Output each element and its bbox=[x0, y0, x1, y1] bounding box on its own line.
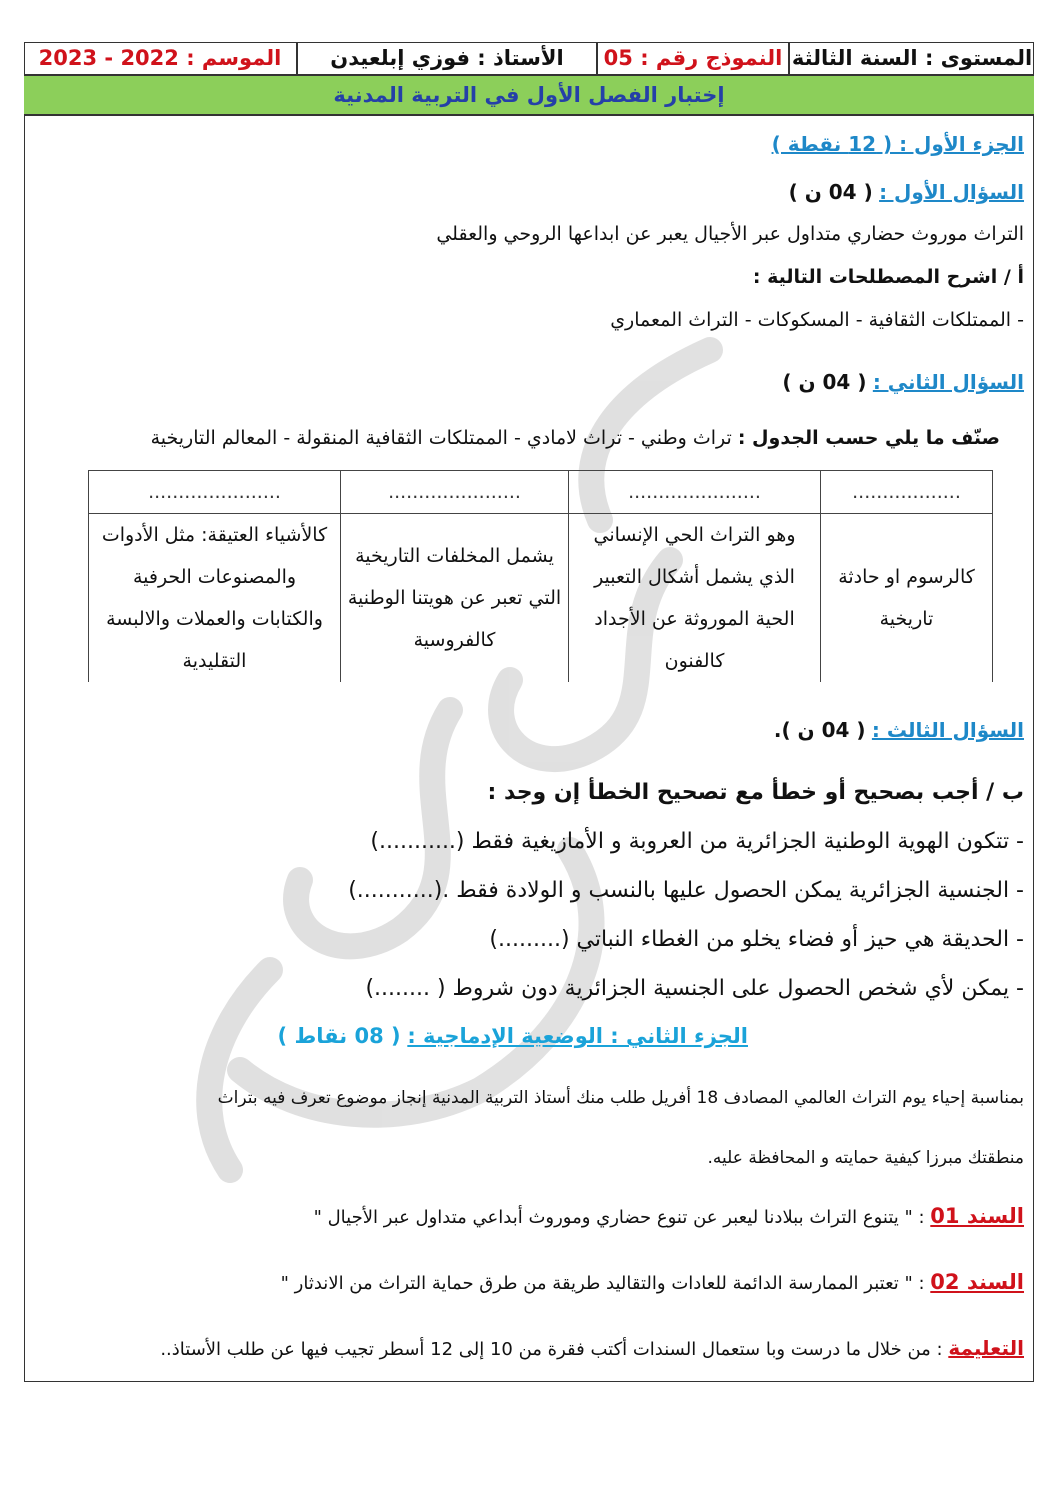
part2-heading: الجزء الثاني : الوضعية الإدماجية : bbox=[407, 1024, 748, 1048]
q1-text: التراث موروث حضاري متداول عبر الأجيال يعبر عن ابداعها الروحي والعقلي bbox=[436, 223, 1024, 245]
situation-line-1: بمناسبة إحياء يوم التراث العالمي المصادف 18 أفريل طلب منك أستاذ التربية المدنية إنجاز موضوع تعرف فيه بتراث bbox=[217, 1088, 1024, 1108]
instruction-label: التعليمة bbox=[948, 1336, 1024, 1360]
part2-points: ( 08 نقاط ) bbox=[277, 1024, 401, 1048]
q1-heading-line bbox=[789, 180, 1024, 204]
q1-terms: - الممتلكات الثقافية - المسكوكات - التراث المعماري bbox=[610, 309, 1024, 331]
document-1 bbox=[314, 1204, 1024, 1228]
q3-statement: - تتكون الهوية الوطنية الجزائرية من العروبة و الأمازيغية فقط (...........) bbox=[370, 829, 1024, 854]
q3-task: ب / أجب بصحيح أو خطأ مع تصحيح الخطأ إن وجد : bbox=[487, 780, 1024, 805]
document-2 bbox=[281, 1270, 1024, 1294]
q3-points: ( 04 ن ). bbox=[773, 718, 866, 742]
document-1-label: السند 01 bbox=[930, 1204, 1024, 1228]
table-cell: كالرسوم او حادثة تاريخية bbox=[821, 514, 993, 683]
season-cell: الموسم : 2022 - 2023 bbox=[38, 46, 282, 70]
q3-statement: - الحديقة هي حيز أو فضاء يخلو من الغطاء النباتي (.........) bbox=[489, 927, 1024, 952]
blank-cell[interactable]: ...................... bbox=[341, 471, 569, 514]
q2-heading-line bbox=[782, 370, 1024, 394]
classification-table bbox=[88, 470, 993, 682]
table-cell: كالأشياء العتيقة: مثل الأدوات والمصنوعات الحرفية والكتابات والعملات والالبسة التقليدية bbox=[89, 514, 341, 683]
q2-heading: السؤال الثاني : bbox=[872, 370, 1024, 394]
part2-heading-line bbox=[278, 1024, 748, 1048]
model-cell: النموذج رقم : 05 bbox=[596, 42, 788, 74]
q2-points: ( 04 ن ) bbox=[782, 370, 867, 394]
instruction bbox=[160, 1336, 1024, 1360]
instruction-text: : من خلال ما درست وبا ستعمال السندات أكتب فقرة من 10 إلى 12 أسطر تجيب فيها عن طلب الأستاذ.. bbox=[160, 1339, 943, 1360]
blank-cell[interactable]: ...................... bbox=[89, 471, 341, 514]
document-1-text: : " يتنوع التراث ببلادنا ليعبر عن تنوع حضاري وموروث أبداعي متداول عبر الأجيال " bbox=[313, 1207, 925, 1228]
blank-cell[interactable]: .................. bbox=[821, 471, 993, 514]
q2-items: تراث وطني - تراث لامادي - الممتلكات الثقافية المنقولة - المعالم التاريخية bbox=[150, 427, 732, 449]
q3-statement: - يمكن لأي شخص الحصول على الجنسية الجزائرية دون شروط ( ........) bbox=[365, 976, 1024, 1001]
level-cell: المستوى : السنة الثالثة bbox=[788, 42, 1034, 74]
q3-heading: السؤال الثالث : bbox=[871, 718, 1024, 742]
document-2-text: : " تعتبر الممارسة الدائمة للعادات والتقاليد طريقة من طرق حماية التراث من الاندثار " bbox=[280, 1273, 925, 1294]
part1-heading: الجزء الأول : ( 12 نقطة ) bbox=[771, 132, 1024, 156]
document-2-label: السند 02 bbox=[930, 1270, 1024, 1294]
q3-statement: - الجنسية الجزائرية يمكن الحصول عليها بالنسب و الولادة فقط .(...........) bbox=[348, 878, 1024, 903]
q3-heading-line bbox=[774, 718, 1024, 742]
table-cell: يشمل المخلفات التاريخية التي تعبر عن هويتنا الوطنية كالفروسية bbox=[341, 514, 569, 683]
q1-points: ( 04 ن ) bbox=[788, 180, 873, 204]
table-cell: وهو التراث الحي الإنساني الذي يشمل أشكال التعبير الحية الموروثة عن الأجداد كالفنون bbox=[569, 514, 821, 683]
q1-task: أ / اشرح المصطلحات التالية : bbox=[752, 266, 1024, 288]
exam-title: إختبار الفصل الأول في التربية المدنية bbox=[24, 76, 1034, 116]
teacher-cell: الأستاذ : فوزي إبلعيدن bbox=[296, 42, 596, 74]
q2-instruction: صنّف ما يلي حسب الجدول : bbox=[737, 427, 1000, 449]
header-row bbox=[24, 42, 1034, 76]
q2-instruction-line bbox=[151, 427, 1000, 449]
q1-heading: السؤال الأول : bbox=[879, 180, 1024, 204]
situation-line-2: منطقتك مبرزا كيفية حمايته و المحافظة عليه. bbox=[707, 1148, 1024, 1168]
blank-cell[interactable]: ...................... bbox=[569, 471, 821, 514]
